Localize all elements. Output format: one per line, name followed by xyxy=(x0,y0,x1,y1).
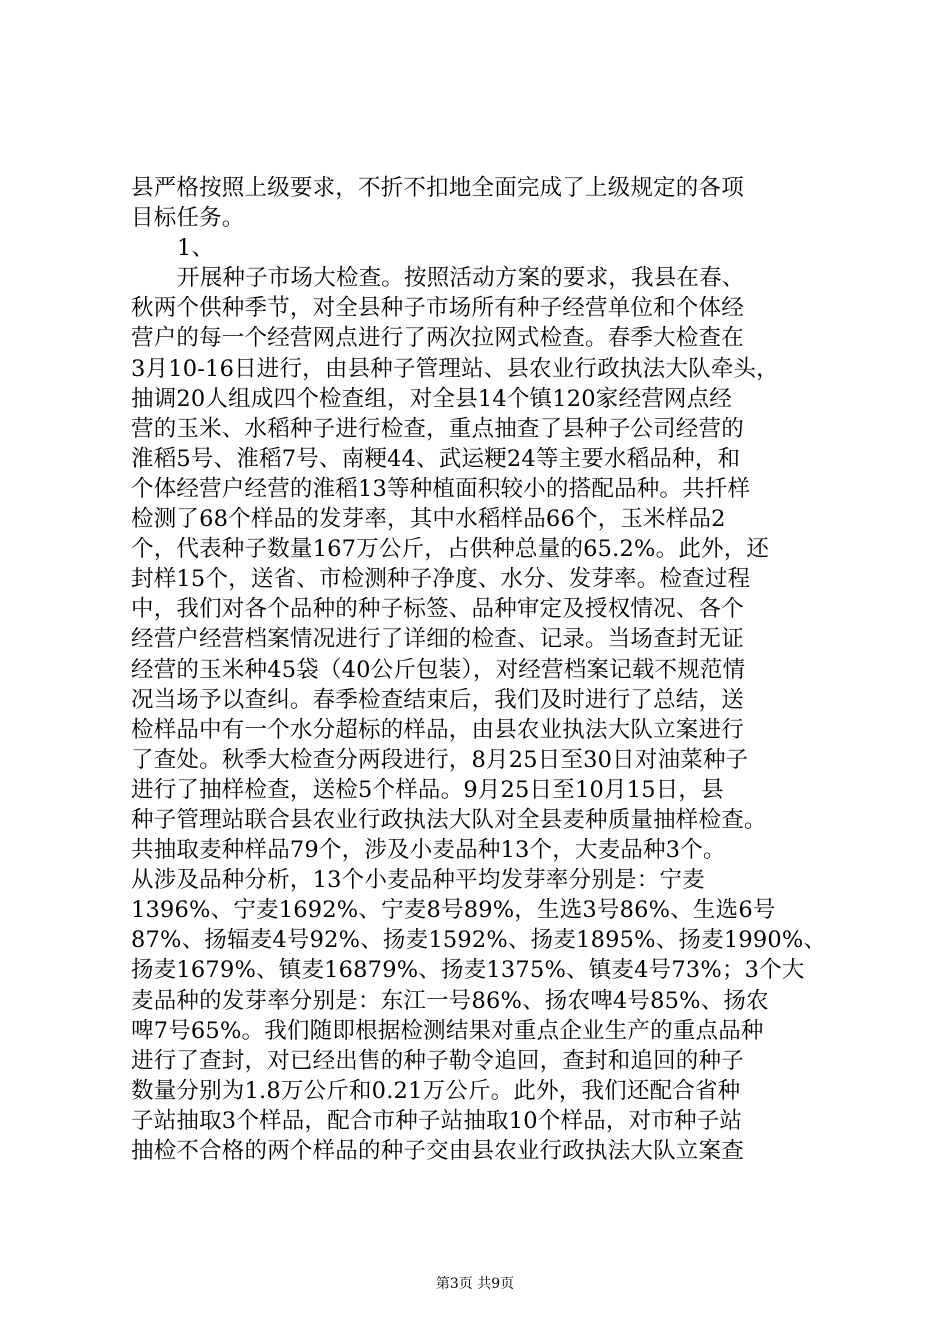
page-number-footer: 第3页 共9页 xyxy=(435,1276,515,1292)
text-line: 种子管理站联合县农业行政执法大队对全县麦种质量抽样检查。 xyxy=(131,806,767,833)
text-line: 从涉及品种分析，13个小麦品种平均发芽率分别是：宁麦 xyxy=(131,867,705,894)
text-line: 秋两个供种季节，对全县种子市场所有种子经营单位和个体经 xyxy=(131,295,744,322)
document-body xyxy=(131,173,831,1166)
text-line: 1396%、宁麦1692%、宁麦8号89%，生选3号86%、生选6号 xyxy=(131,897,776,924)
text-line: 扬麦1679%、镇麦16879%、扬麦1375%、镇麦4号73%；3个大 xyxy=(131,957,805,984)
text-line: 淮稻5号、淮稻7号、南粳44、武运粳24等主要水稻品种，和 xyxy=(131,445,741,472)
text-line: 子站抽取3个样品，配合市种子站抽取10个样品，对市种子站 xyxy=(131,1107,743,1134)
text-line: 个，代表种子数量167万公斤，占供种总量的65.2%。此外，还 xyxy=(131,536,770,563)
text-line: 营户的每一个经营网点进行了两次拉网式检查。春季大检查在 xyxy=(131,325,744,352)
text-line: 了查处。秋季大检查分两段进行，8月25日至30日对油菜种子 xyxy=(131,746,749,773)
text-line: 进行了抽样检查，送检5个样品。9月25日至10月15日，县 xyxy=(131,776,724,803)
text-line: 中，我们对各个品种的种子标签、品种审定及授权情况、各个 xyxy=(131,596,744,623)
text-line: 封样15个，送省、市检测种子净度、水分、发芽率。检查过程 xyxy=(131,566,751,593)
text-line: 营的玉米、水稻种子进行检查，重点抽查了县种子公司经营的 xyxy=(131,415,744,442)
text-line: 县严格按照上级要求，不折不扣地全面完成了上级规定的各项 xyxy=(131,175,744,201)
text-line: 抽调20人组成四个检查组，对全县14个镇120家经营网点经 xyxy=(131,385,733,412)
section-number: 1、 xyxy=(177,235,215,262)
text-line: 个体经营户经营的淮稻13等种植面积较小的搭配品种。共扦样 xyxy=(131,475,751,502)
text-line: 进行了查封，对已经出售的种子勒令追回，查封和追回的种子 xyxy=(131,1047,744,1074)
paragraph-first-line: 开展种子市场大检查。按照活动方案的要求，我县在春、 xyxy=(177,265,745,292)
text-line: 况当场予以查纠。春季检查结束后，我们及时进行了总结，送 xyxy=(131,686,744,713)
text-line: 检测了68个样品的发芽率，其中水稻样品66个，玉米样品2 xyxy=(131,506,726,533)
text-line: 经营的玉米种45袋（40公斤包装），对经营档案记载不规范情 xyxy=(131,656,746,683)
text-line: 麦品种的发芽率分别是：东江一号86%、扬农啤4号85%、扬农 xyxy=(131,987,769,1014)
text-line: 检样品中有一个水分超标的样品，由县农业执法大队立案进行 xyxy=(131,716,744,743)
text-line: 抽检不合格的两个样品的种子交由县农业行政执法大队立案查 xyxy=(131,1138,744,1164)
text-line: 经营户经营档案情况进行了详细的检查、记录。当场查封无证 xyxy=(131,626,744,653)
text-line: 啤7号65%。我们随即根据检测结果对重点企业生产的重点品种 xyxy=(131,1017,764,1044)
text-line: 数量分别为1.8万公斤和0.21万公斤。此外，我们还配合省种 xyxy=(131,1077,741,1104)
text-line: 87%、扬辐麦4号92%、扬麦1592%、扬麦1895%、扬麦1990%、 xyxy=(131,927,827,954)
text-line: 目标任务。 xyxy=(131,205,245,232)
text-line: 共抽取麦种样品79个，涉及小麦品种13个，大麦品种3个。 xyxy=(131,837,726,864)
text-line: 3月10-16日进行，由县种子管理站、县农业行政执法大队牵头， xyxy=(131,355,779,382)
